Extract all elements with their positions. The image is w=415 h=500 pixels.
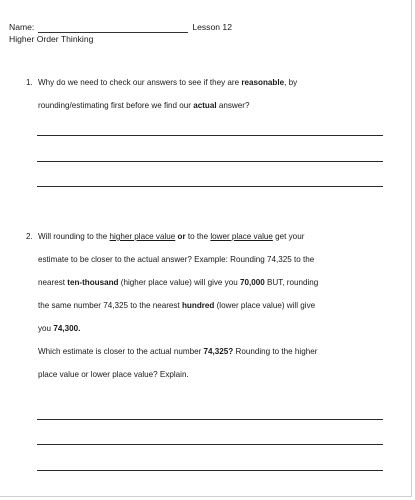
q2-l6-c: Rounding to the higher	[233, 347, 318, 356]
question-1-line-1	[26, 71, 386, 94]
q2-l3-a: nearest	[38, 278, 68, 287]
q1-text-c: , by	[284, 78, 298, 87]
q2-l5-a: you	[38, 324, 54, 333]
answer-line-3[interactable]	[37, 186, 383, 187]
q2-higher-place-value: higher place value	[109, 232, 176, 241]
q2-or: or	[175, 232, 186, 241]
question-2-line-6	[26, 340, 386, 363]
name-blank-line	[38, 23, 188, 33]
lesson-label: Lesson 12	[192, 22, 232, 32]
question-2-line-7: place value or lower place value? Explain.	[38, 370, 189, 379]
q2-lower-place-value: lower place value	[210, 232, 273, 241]
q2-l4-a: the same number 74,325 to the nearest	[38, 301, 182, 310]
worksheet-subtitle: Higher Order Thinking	[9, 34, 94, 44]
q1-text-d: rounding/estimating first before we find our	[38, 101, 194, 110]
q2-l4-c: (lower place value) will give	[214, 301, 316, 310]
q2-l3-c: (higher place value) will give you	[118, 278, 240, 287]
answer-line-6[interactable]	[37, 470, 383, 471]
q2-l6-a: Which estimate is closer to the actual number	[38, 347, 204, 356]
q1-text-e: answer?	[216, 101, 250, 110]
q1-keyword-actual: actual	[193, 101, 217, 110]
q2-70000: 70,000	[239, 278, 265, 287]
q2-74300: 74,300.	[53, 324, 81, 333]
q2-ten-thousand: ten-thousand	[67, 278, 119, 287]
answer-line-2[interactable]	[37, 161, 383, 162]
question-1-line-2	[26, 94, 386, 117]
name-label: Name:	[9, 22, 35, 32]
answer-line-4[interactable]	[37, 419, 383, 420]
q2-74325: 74,325?	[203, 347, 234, 356]
question-2-line-4	[26, 294, 386, 317]
q1-keyword-reasonable: reasonable	[241, 78, 285, 87]
question-2-number: 2.	[26, 232, 33, 241]
question-2-line-3	[26, 271, 386, 294]
q1-text-a: Why do we need to check our answers to see if they are	[38, 78, 242, 87]
q2-text-f: get your	[272, 232, 305, 241]
q2-hundred: hundred	[181, 301, 215, 310]
answer-line-5[interactable]	[37, 444, 383, 445]
q2-text-a: Will rounding to the	[38, 232, 110, 241]
question-2-line-1	[26, 225, 386, 248]
q2-text-d: to the	[185, 232, 211, 241]
question-2	[26, 225, 386, 386]
q2-l3-e: BUT, rounding	[264, 278, 319, 287]
worksheet-header	[9, 22, 232, 45]
question-1	[26, 71, 386, 117]
question-2-line-2: estimate to be closer to the actual answer? Example: Rounding 74,325 to the	[38, 255, 315, 264]
question-2-line-5	[26, 317, 386, 340]
answer-line-1[interactable]	[37, 135, 383, 136]
question-1-number: 1.	[26, 78, 33, 87]
